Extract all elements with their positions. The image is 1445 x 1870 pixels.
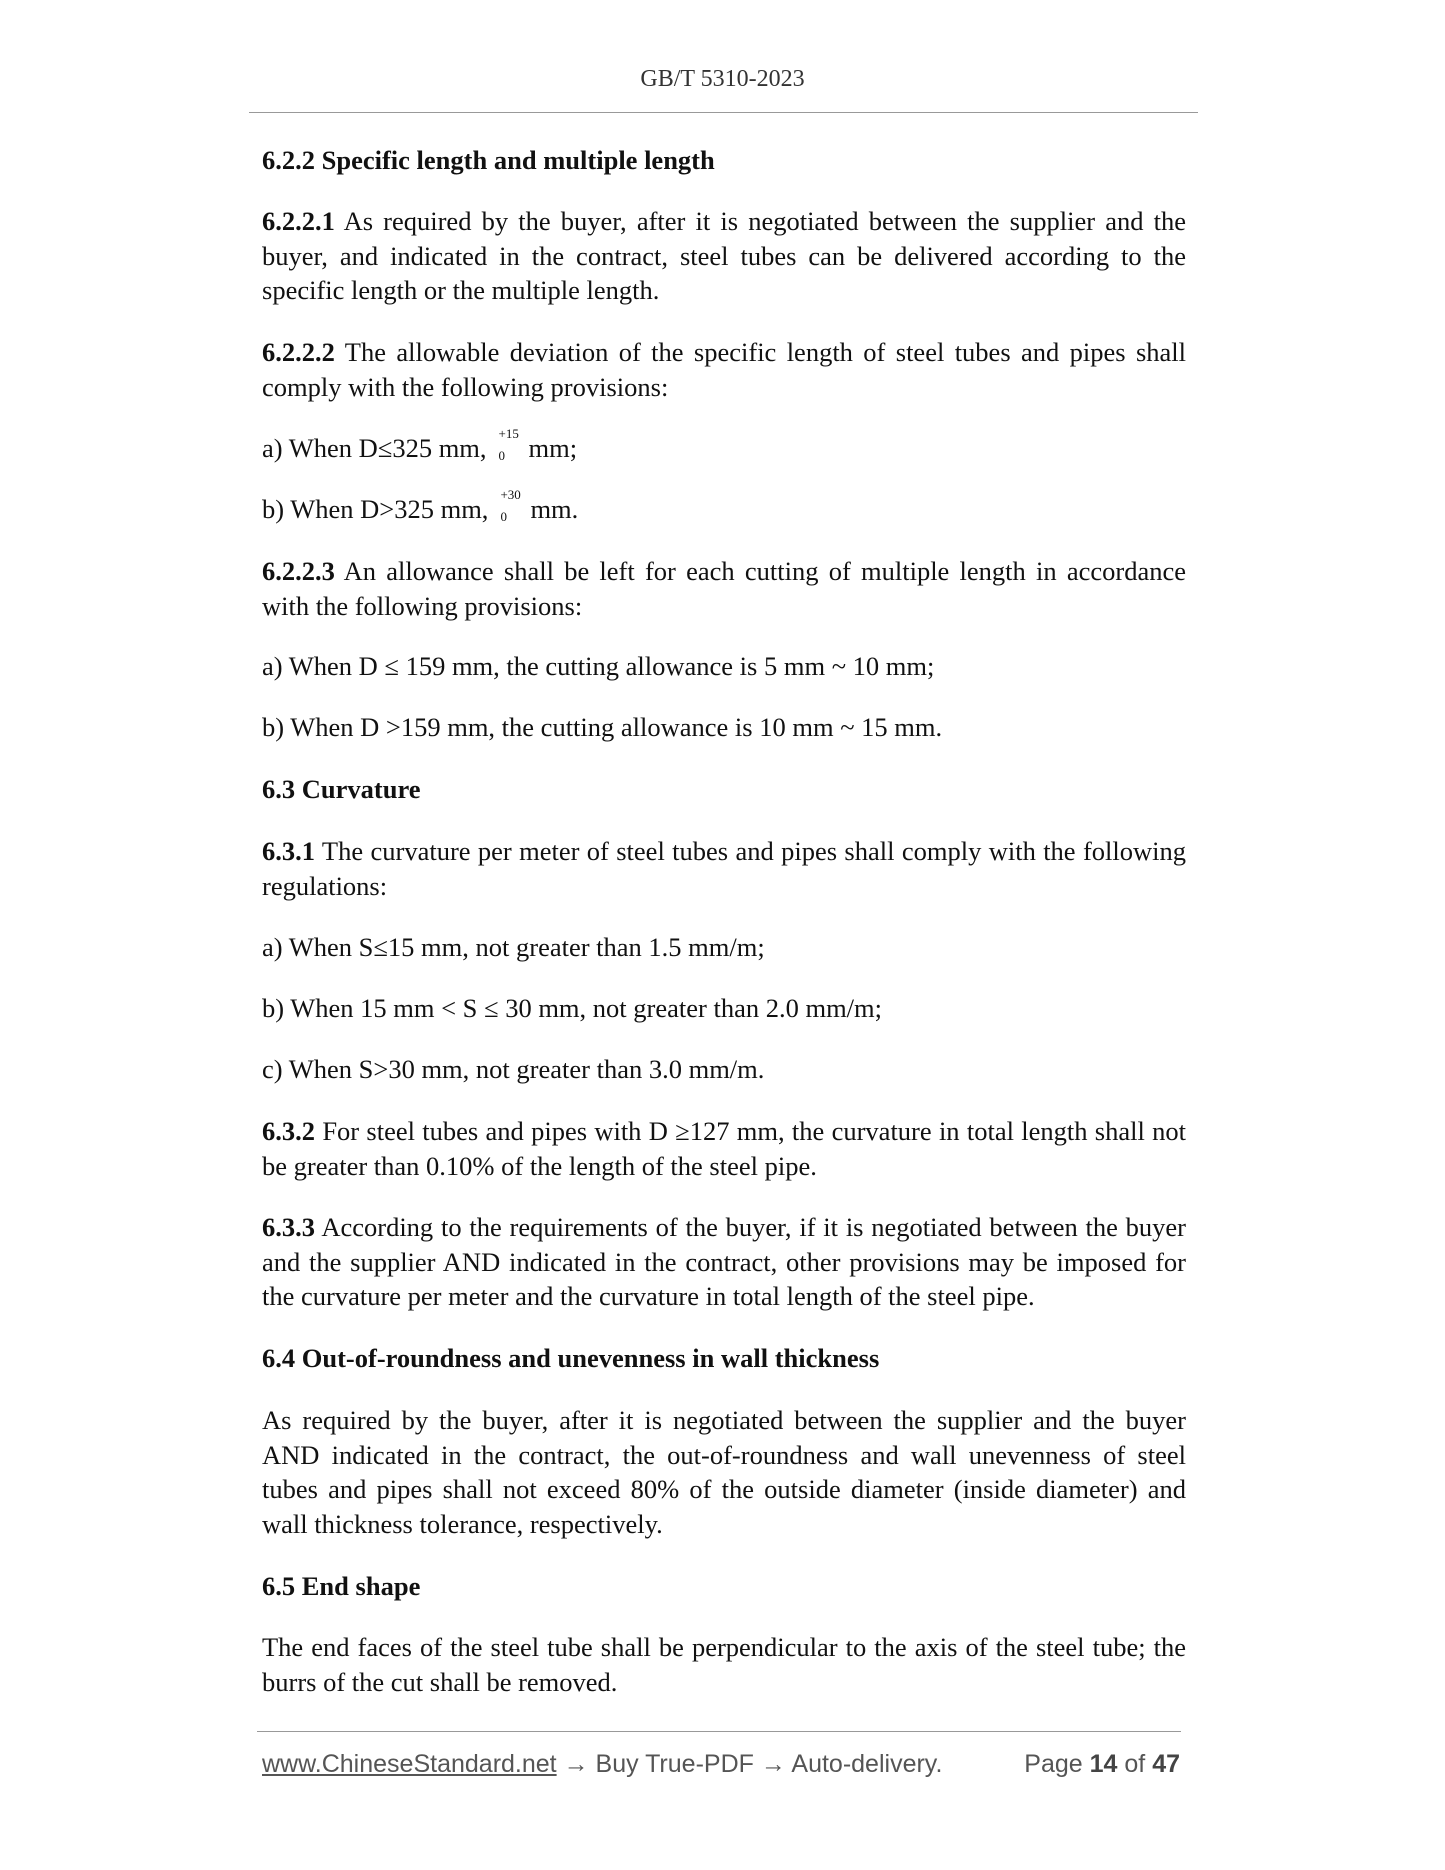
header-title: GB/T 5310-2023 — [640, 66, 805, 92]
website-link[interactable]: www.ChineseStandard.net — [262, 1750, 557, 1778]
clause-6-3-3: 6.3.3 According to the requirements of the buyer, if it is negotiated between the buyer and the supplier AND indicated in the contract, other provisions may be imposed for the curvature per meter and the curvature in total length of the steel pipe. — [262, 1212, 1186, 1312]
clause-6-3-1: 6.3.1 The curvature per meter of steel tubes and pipes shall comply with the following regulations: — [262, 836, 1186, 901]
section-heading-6-5: 6.5 End shape — [262, 1571, 421, 1601]
tolerance: +15 0 — [498, 425, 519, 463]
item-6-3-1-b: b) When 15 mm < S ≤ 30 mm, not greater than 2.0 mm/m; — [262, 993, 883, 1023]
item-6-3-1-a: a) When S≤15 mm, not greater than 1.5 mm/m; — [262, 932, 765, 962]
clause-6-2-2-1: 6.2.2.1 As required by the buyer, after it is negotiated between the supplier and the buyer, and indicated in the contract, steel tubes can be delivered according to the specific length or the multiple length. — [262, 206, 1186, 306]
clause-6-2-2-2: 6.2.2.2 The allowable deviation of the specific length of steel tubes and pipes shall comply with the following provisions: — [262, 337, 1186, 402]
section-heading-6-2-2: 6.2.2 Specific length and multiple length — [262, 145, 715, 175]
clause-6-2-2-3: 6.2.2.3 An allowance shall be left for each cutting of multiple length in accordance with the following provisions: — [262, 556, 1186, 621]
page-indicator: Page 14 of 47 — [1024, 1750, 1180, 1778]
item-6-2-2-2-a: a) When D≤325 mm, +15 0 mm; — [262, 425, 578, 463]
footer — [262, 1750, 1180, 1779]
section-heading-6-3: 6.3 Curvature — [262, 774, 421, 804]
item-6-2-2-3-a: a) When D ≤ 159 mm, the cutting allowance is 5 mm ~ 10 mm; — [262, 651, 935, 681]
item-6-3-1-c: c) When S>30 mm, not greater than 3.0 mm/m. — [262, 1054, 765, 1084]
footer-text: → Buy True-PDF → Auto-delivery. — [556, 1750, 943, 1778]
item-6-2-2-3-b: b) When D >159 mm, the cutting allowance is 10 mm ~ 15 mm. — [262, 712, 943, 742]
paragraph-6-5: The end faces of the steel tube shall be perpendicular to the axis of the steel tube; the burrs of the cut shall be removed. — [262, 1632, 1186, 1697]
footer-rule — [257, 1731, 1181, 1732]
header-rule — [249, 112, 1198, 113]
tolerance: +30 0 — [500, 486, 521, 524]
paragraph-6-4: As required by the buyer, after it is negotiated between the supplier and the buyer AND indicated in the contract, the out-of-roundness and wall unevenness of steel tubes and pipes shall not exceed 80% of the outside diameter (inside diameter) and wall thickness tolerance, respectively. — [262, 1405, 1186, 1539]
item-6-2-2-2-b: b) When D>325 mm, +30 0 mm. — [262, 486, 579, 524]
clause-6-3-2: 6.3.2 For steel tubes and pipes with D ≥127 mm, the curvature in total length shall not be greater than 0.10% of the length of the steel pipe. — [262, 1116, 1186, 1181]
section-heading-6-4: 6.4 Out-of-roundness and unevenness in wall thickness — [262, 1343, 880, 1373]
